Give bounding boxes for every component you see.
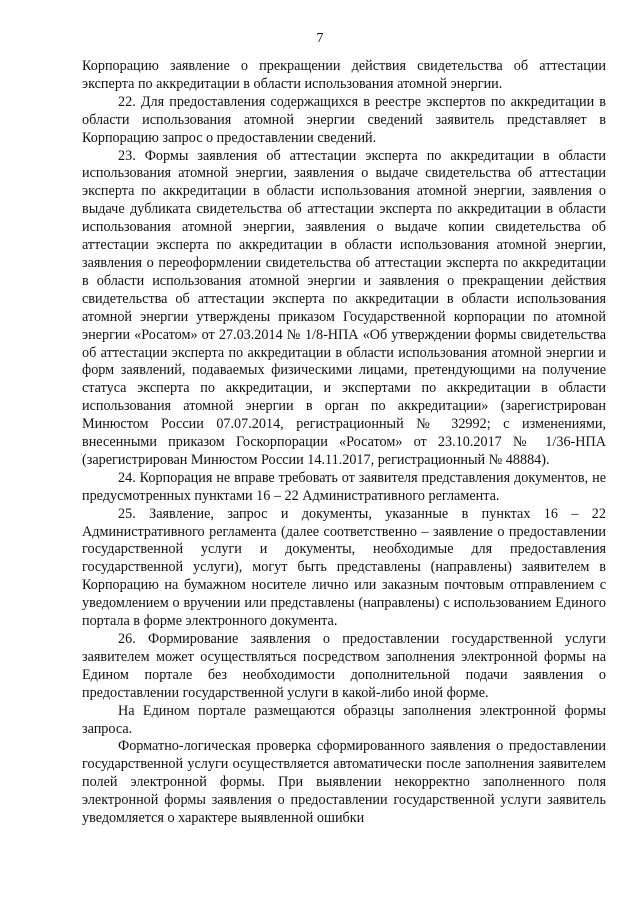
paragraph-format-check: Форматно-логическая проверка сформированного заявления о предоставлении государственной услуги осуществляется автоматически после заполнения заявителем полей электронной формы. При выявлении некорректно заполненного поля электронной формы заявления о предоставлении государственной услуги заявитель уведомляется о характере выявленной ошибки	[82, 738, 606, 827]
page-number: 7	[316, 31, 324, 46]
paragraph-continuation: Корпорацию заявление о прекращении действия свидетельства об аттестации эксперта по аккредитации в области использования атомной энергии.	[82, 58, 606, 92]
document-body	[82, 58, 606, 828]
paragraph-22: 22. Для предоставления содержащихся в реестре экспертов по аккредитации в области использования атомной энергии сведений заявитель представляет в Корпорацию запрос о предоставлении сведений.	[82, 93, 606, 146]
paragraph-portal-samples: На Едином портале размещаются образцы заполнения электронной формы запроса.	[82, 702, 606, 737]
paragraph-24: 24. Корпорация не вправе требовать от заявителя представления документов, не предусмотренных пунктами 16 – 22 Административного регламента.	[82, 469, 606, 504]
paragraph-25: 25. Заявление, запрос и документы, указанные в пунктах 16 – 22 Административного регламента (далее соответственно – заявление о предоставлении государственной услуги и документы, необходимые для предоставления государственной услуги), могут быть представлены (направлены) заявителем в Корпорацию на бумажном носителе лично или заказным почтовым отправлением с уведомлением о вручении или представлены (направлены) с использованием Единого портала в форме электронного документа.	[82, 505, 606, 630]
paragraph-26: 26. Формирование заявления о предоставлении государственной услуги заявителем может осуществляться посредством заполнения электронной формы на Едином портале без необходимости дополнительной подачи заявления о предоставлении государственной услуги в какой-либо иной форме.	[82, 631, 606, 701]
paragraph-23: 23. Формы заявления об аттестации эксперта по аккредитации в области использования атомной энергии, заявления о выдаче свидетельства об аттестации эксперта по аккредитации в области использования атомной энергии, заявления о выдаче дубликата свидетельства об аттестации эксперта по аккредитации в области использования атомной энергии, заявления о выдаче копии свидетельства об аттестации эксперта по аккредитации в области использования атомной энергии, заявления о переоформлении свидетельства об аттестации эксперта по аккредитации в области использования атомной энергии и заявления о прекращении действия свидетельства об аттестации эксперта по аккредитации в области использования атомной энергии утверждены приказом Государственной корпорации по атомной энергии «Росатом» от 27.03.2014 № 1/8-НПА «Об утверждении формы свидетельства об аттестации эксперта по аккредитации в области использования атомной энергии и форм заявлений, подаваемых физическими лицами, претендующими на получение статуса эксперта по аккредитации, и экспертами по аккредитации в области использования атомной энергии в орган по аккредитации» (зарегистрирован Минюстом России 07.07.2014, регистрационный № 32992; с изменениями, внесенными приказом Госкорпорации «Росатом» от 23.10.2017 № 1/36-НПА (зарегистрирован Минюстом России 14.11.2017, регистрационный № 48884).	[82, 147, 606, 468]
